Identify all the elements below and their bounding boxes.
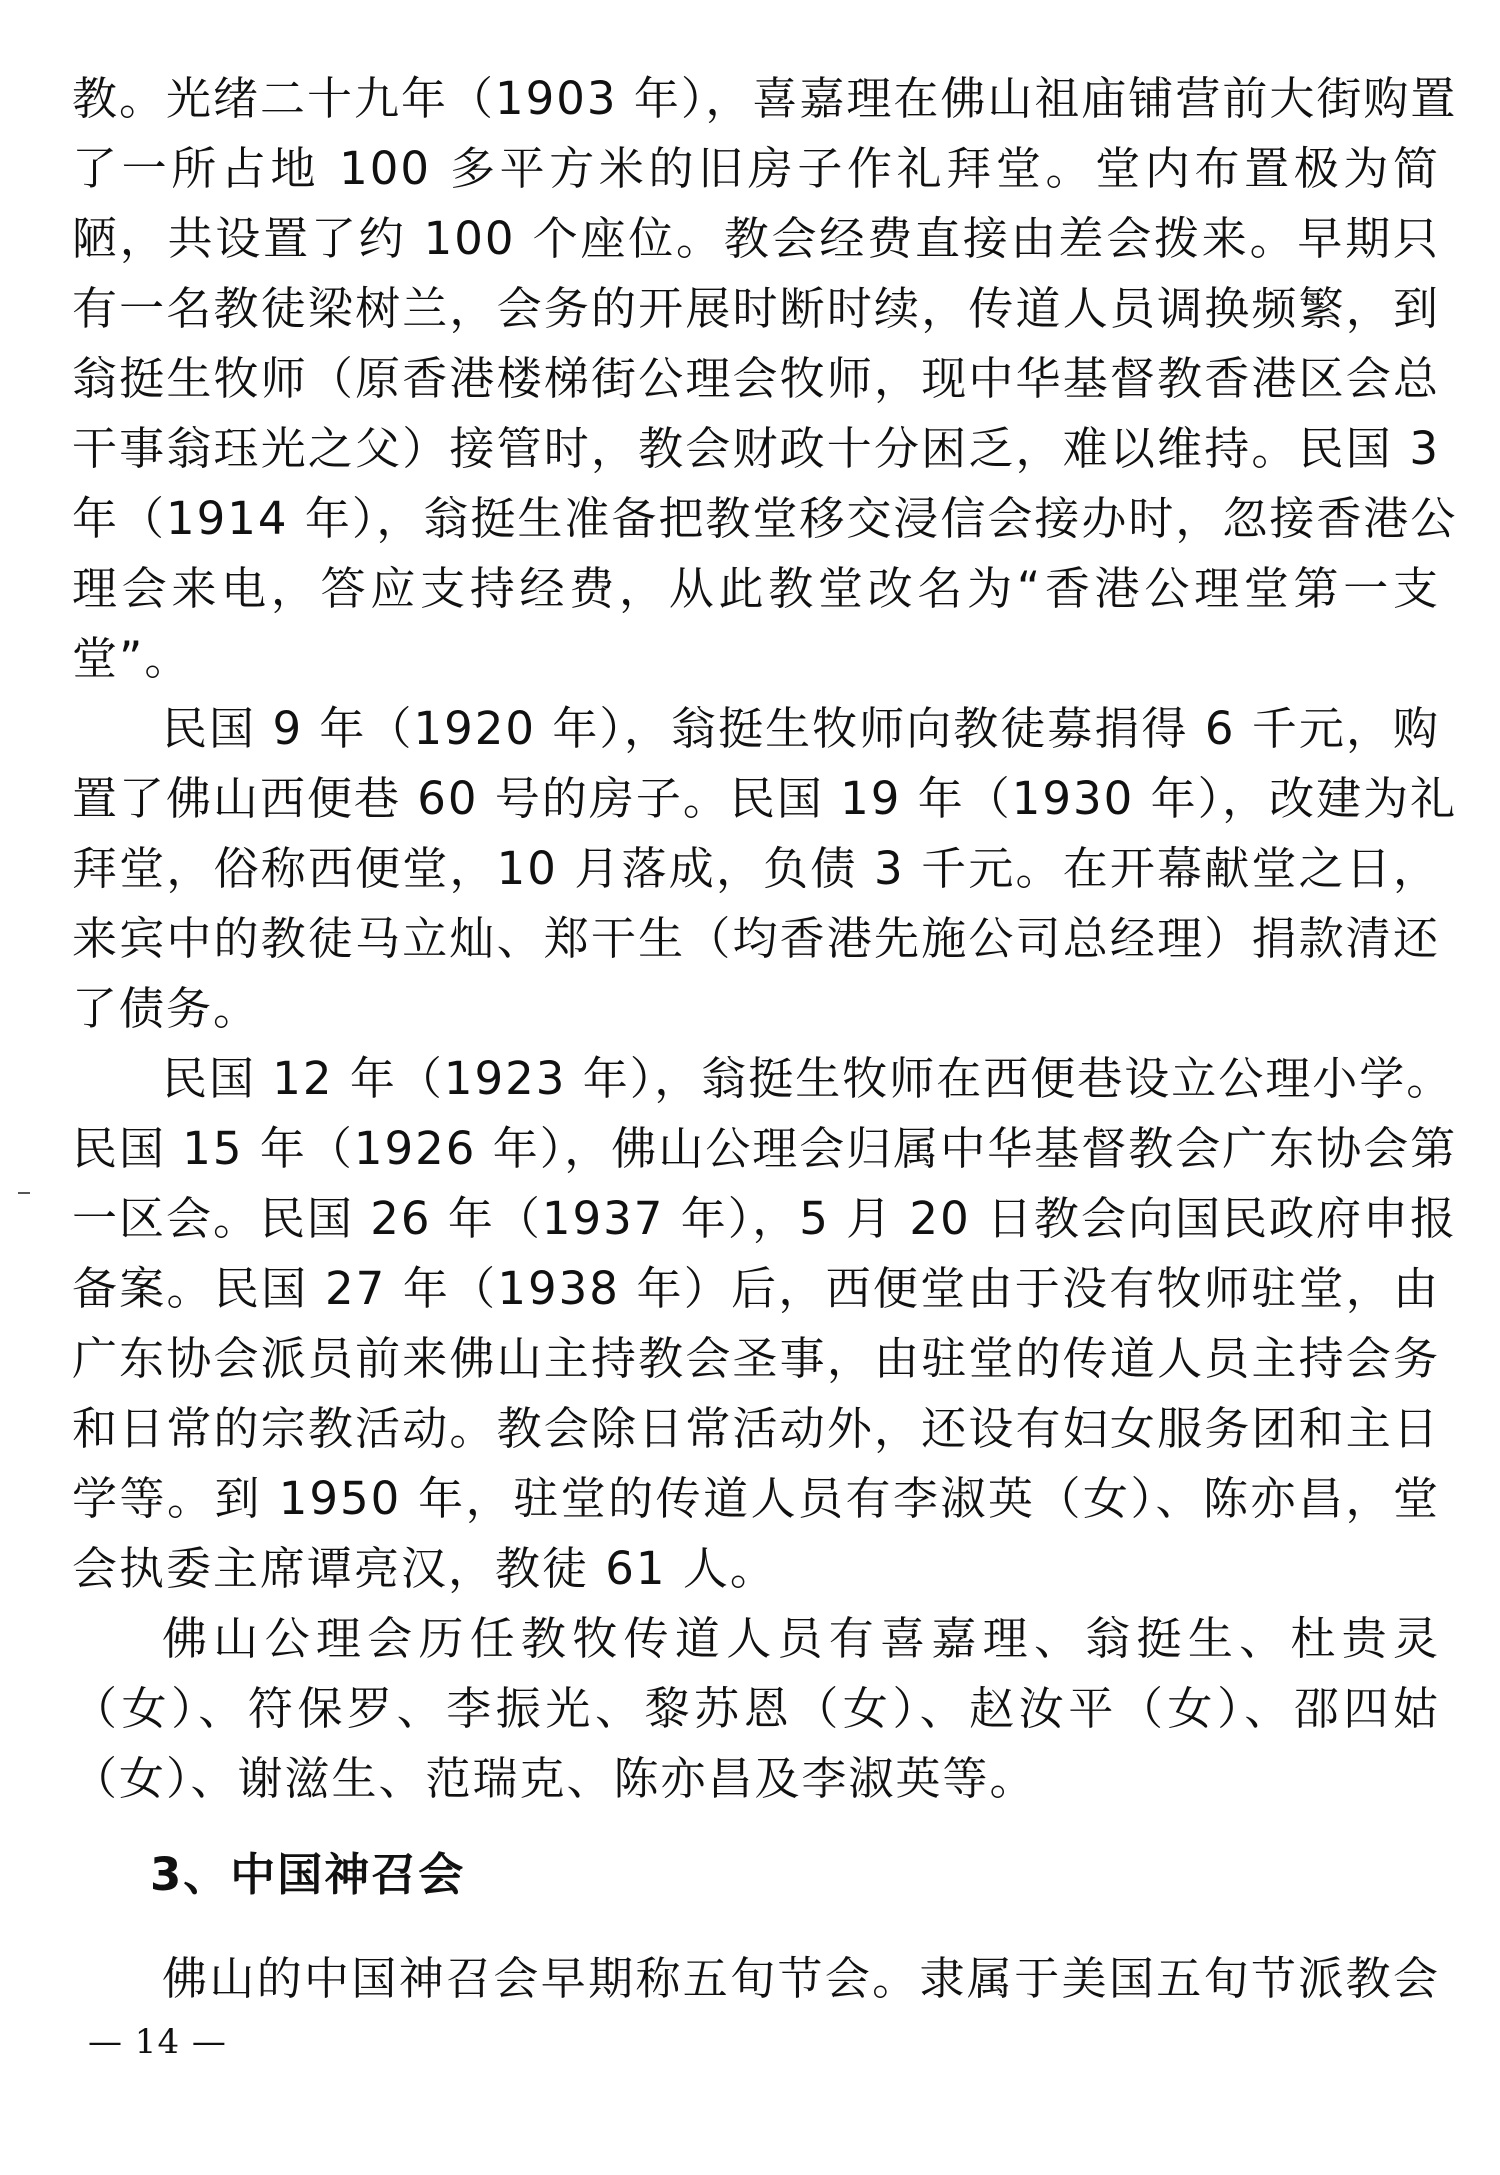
text-line: （女）、符保罗、李振光、黎苏恩（女）、赵汝平（女）、邵四姑 <box>72 1682 1440 1735</box>
text-line: 了一所占地 100 多平方米的旧房子作礼拜堂。堂内布置极为简 <box>72 142 1440 195</box>
text-line: 理会来电，答应支持经费，从此教堂改名为“香港公理堂第一支 <box>72 562 1440 615</box>
text-line: 民国 15 年（1926 年），佛山公理会归属中华基督教会广东协会第 <box>72 1122 1458 1175</box>
section-heading: 3、中国神召会 <box>150 1848 466 1901</box>
text-line: 备案。民国 27 年（1938 年）后，西便堂由于没有牧师驻堂，由 <box>72 1262 1440 1315</box>
text-line: 教。光绪二十九年（1903 年），喜嘉理在佛山祖庙铺营前大街购置 <box>72 72 1458 125</box>
text-line: 会执委主席谭亮汉，教徒 61 人。 <box>72 1542 777 1595</box>
scan-mark <box>18 1192 30 1194</box>
paragraph-first-line: 民国 12 年（1923 年），翁挺生牧师在西便巷设立公理小学。 <box>162 1052 1454 1105</box>
text-line: 堂”。 <box>72 632 192 685</box>
text-line: 拜堂，俗称西便堂，10 月落成，负债 3 千元。在开幕献堂之日， <box>72 842 1440 895</box>
paragraph-first-line: 佛山公理会历任教牧传道人员有喜嘉理、翁挺生、杜贵灵 <box>162 1612 1440 1665</box>
text-line: 和日常的宗教活动。教会除日常活动外，还设有妇女服务团和主日 <box>72 1402 1440 1455</box>
text-line: （女）、谢滋生、范瑞克、陈亦昌及李淑英等。 <box>72 1752 1037 1805</box>
paragraph-first-line: 民国 9 年（1920 年），翁挺生牧师向教徒募捐得 6 千元，购 <box>162 702 1440 755</box>
text-line: 干事翁珏光之父）接管时，教会财政十分困乏，难以维持。民国 3 <box>72 422 1440 475</box>
text-line: 学等。到 1950 年，驻堂的传道人员有李淑英（女）、陈亦昌，堂 <box>72 1472 1440 1525</box>
text-line: 了债务。 <box>72 982 261 1035</box>
text-line: 年（1914 年），翁挺生准备把教堂移交浸信会接办时，忽接香港公 <box>72 492 1458 545</box>
text-line: 翁挺生牧师（原香港楼梯街公理会牧师，现中华基督教香港区会总 <box>72 352 1440 405</box>
text-line: 陋，共设置了约 100 个座位。教会经费直接由差会拨来。早期只 <box>72 212 1440 265</box>
text-line: 广东协会派员前来佛山主持教会圣事，由驻堂的传道人员主持会务 <box>72 1332 1440 1385</box>
page-number: — 14 — <box>88 2022 227 2062</box>
paragraph-first-line: 佛山的中国神召会早期称五旬节会。隶属于美国五旬节派教会 <box>162 1952 1440 2005</box>
text-line: 一区会。民国 26 年（1937 年），5 月 20 日教会向国民政府申报 <box>72 1192 1458 1245</box>
text-line: 有一名教徒梁树兰，会务的开展时断时续，传道人员调换频繁，到 <box>72 282 1440 335</box>
text-line: 置了佛山西便巷 60 号的房子。民国 19 年（1930 年），改建为礼 <box>72 772 1458 825</box>
text-line: 来宾中的教徒马立灿、郑干生（均香港先施公司总经理）捐款清还 <box>72 912 1440 965</box>
